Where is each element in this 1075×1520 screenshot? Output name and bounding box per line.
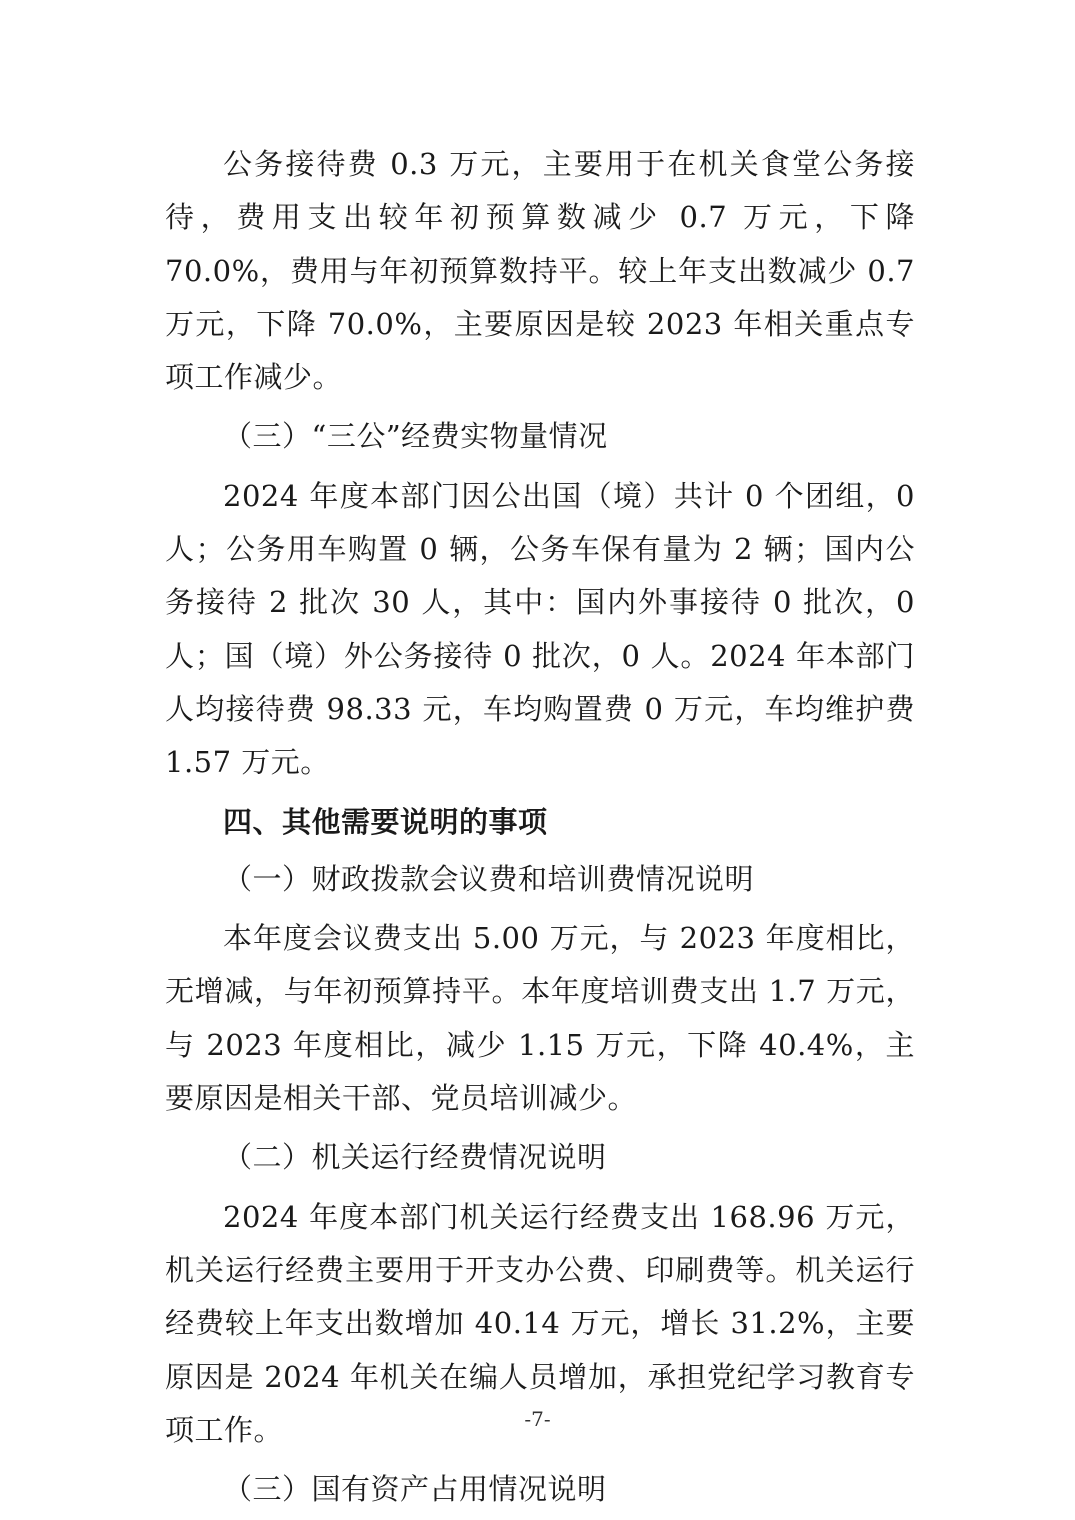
paragraph-reception-fee: 公务接待费 0.3 万元，主要用于在机关食堂公务接待，费用支出较年初预算数减少 0.7 万元，下降 70.0%，费用与年初预算数持平。较上年支出数减少 0.7 万元，下降 70.0%，主要原因是较 2023 年相关重点专项工作减少。 — [165, 147, 915, 395]
paragraph-meeting-training: 本年度会议费支出 5.00 万元，与 2023 年度相比，无增减，与年初预算持平。本年度培训费支出 1.7 万元，与 2023 年度相比，减少 1.15 万元，下降 40.4%，主要原因是相关干部、党员培训减少。 — [165, 921, 915, 1116]
heading-meeting-training: （一）财政拨款会议费和培训费情况说明 — [223, 861, 755, 896]
paragraph-physical-quantity: 2024 年度本部门因公出国（境）共计 0 个团组，0 人；公务用车购置 0 辆，公务车保有量为 2 辆；国内公务接待 2 批次 30 人，其中：国内外事接待 0 批次，0 人；国（境）外公务接待 0 批次，0 人。2024 年本部门人均接待费 98.33 元，车均购置费 0 万元，车均维护费 1.57 万元。 — [165, 478, 915, 780]
heading-operating-funds: （二）机关运行经费情况说明 — [223, 1140, 607, 1175]
heading-other-matters: 四、其他需要说明的事项 — [223, 804, 548, 839]
paragraph-operating-funds: 2024 年度本部门机关运行经费支出 168.96 万元，机关运行经费主要用于开支办公费、印刷费等。机关运行经费较上年支出数增加 40.14 万元，增长 31.2%，主要原因是 2024 年机关在编人员增加，承担党纪学习教育专项工作。 — [165, 1199, 915, 1447]
heading-three-public-physical: （三）“三公”经费实物量情况 — [223, 419, 608, 454]
page-number: -7- — [524, 1407, 551, 1431]
document-body — [165, 138, 915, 1516]
heading-state-assets: （三）国有资产占用情况说明 — [223, 1472, 607, 1507]
